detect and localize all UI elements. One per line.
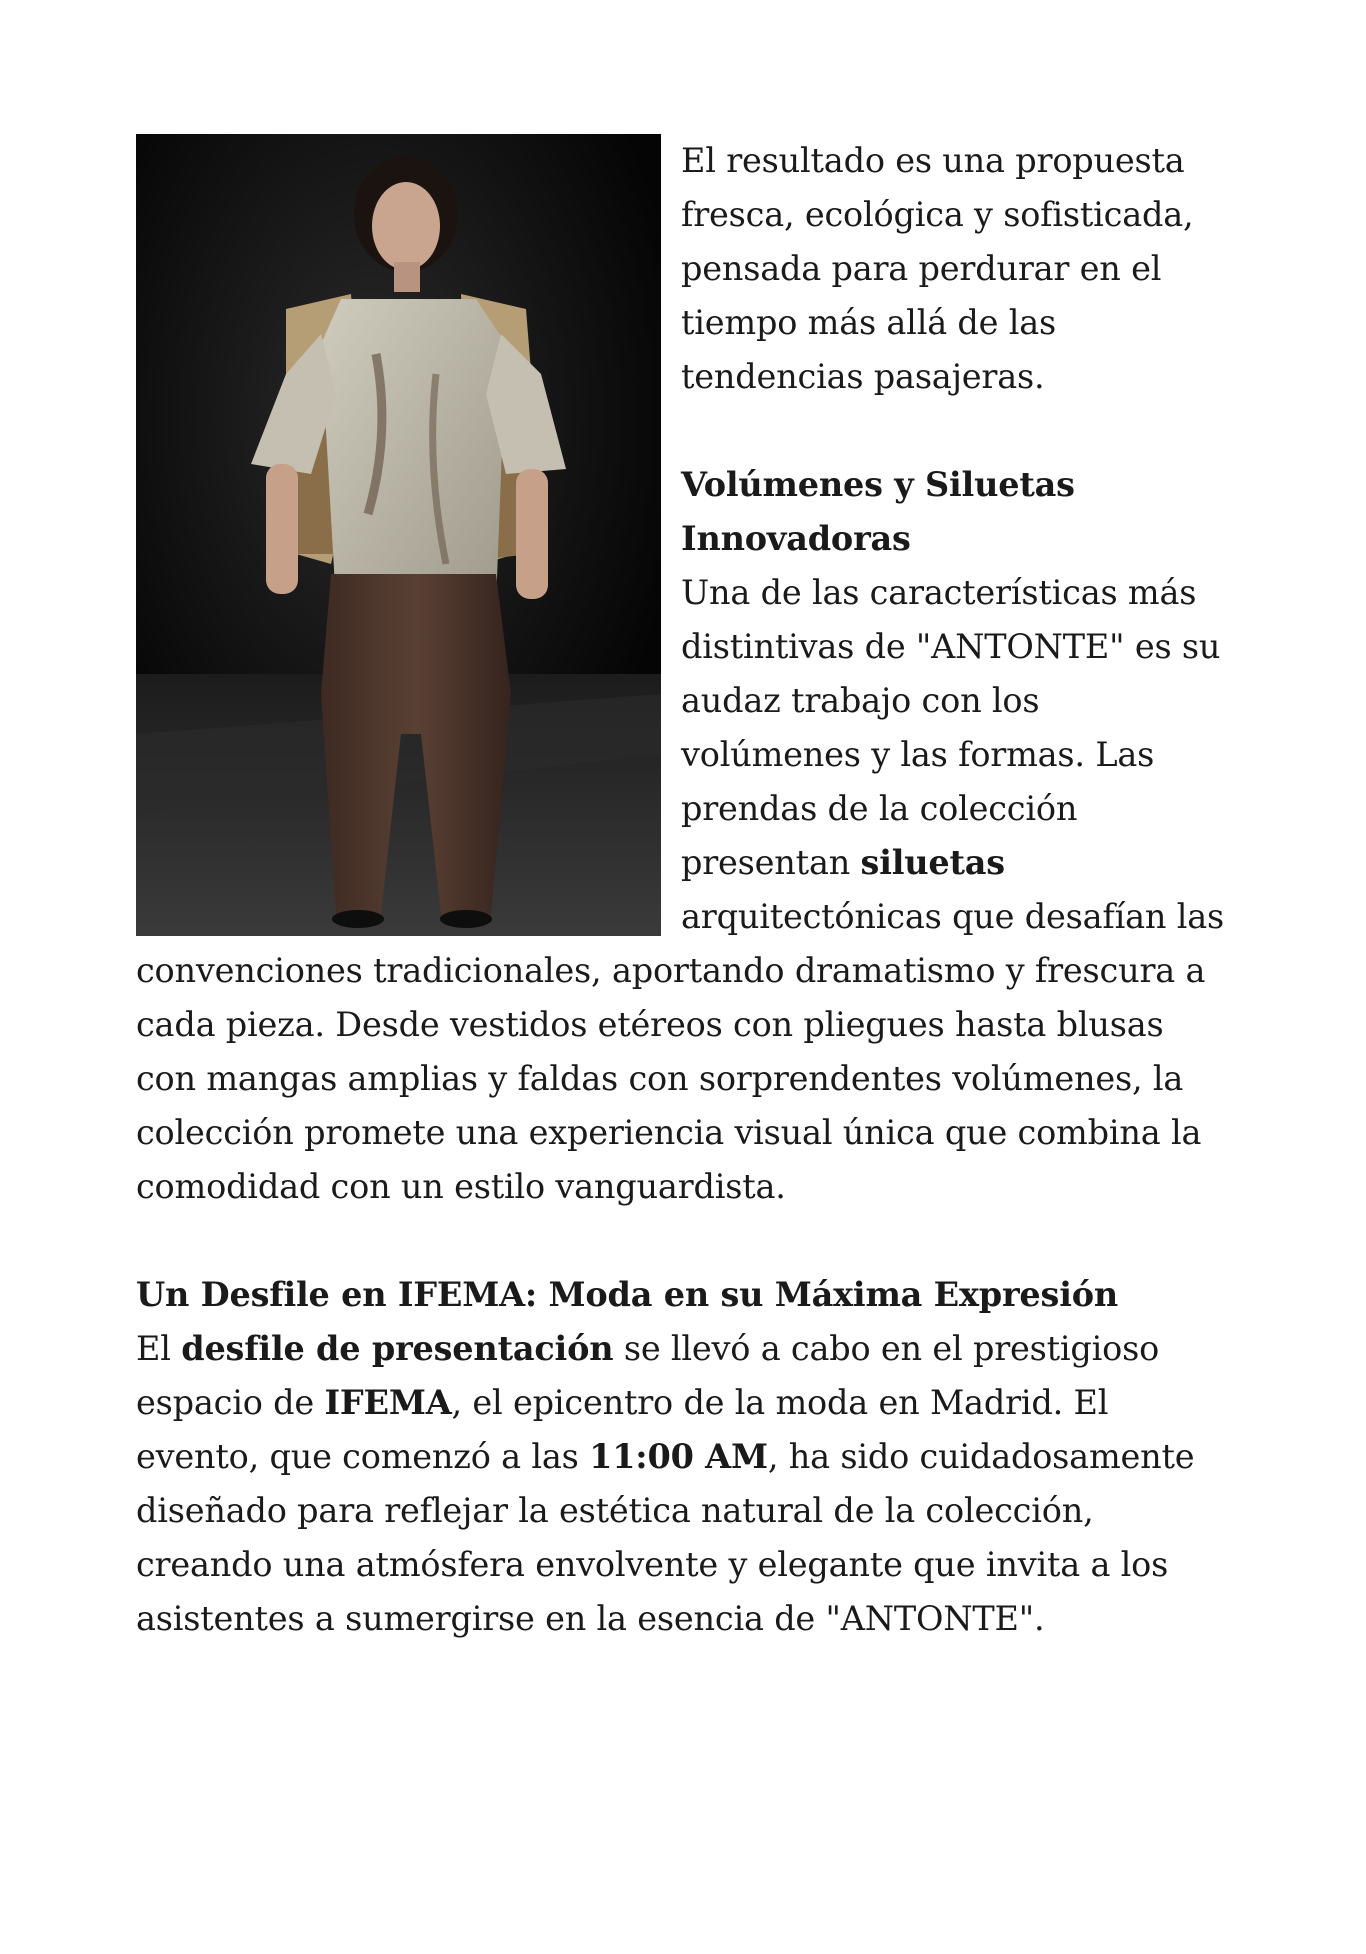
section2-text-3: , el epicentro de la moda en Madrid. El evento, que comenzó a las [136,1383,1109,1476]
runway-photo [136,134,661,936]
section2-bold-ifema: IFEMA [324,1383,452,1422]
document-page [136,134,1226,1646]
section2-bold-desfile: desfile de presentación [181,1329,614,1368]
section2-text-1: El [136,1329,182,1368]
section1-bold-siluetas: siluetas [860,843,1005,882]
paragraph-spacer [136,1214,1226,1268]
runway-model-image [136,134,661,936]
section2-text-4: , ha sido cuidadosamente diseñado para reflejar la estética natural de la colección, creando una atmósfera envolvente y elegante que invita a los asistentes a sumergirse en la esencia de "ANTONTE". [136,1437,1195,1638]
section1-text-a: Una de las características más distintivas de "ANTONTE" es su audaz trabajo con los volúmenes y las formas. Las prendas de la colección presentan [681,573,1221,882]
section1-text-b: arquitectónicas que desafían las convenciones tradicionales, aportando dramatismo y frescura a cada pieza. Desde vestidos etéreos con pliegues hasta blusas con mangas amplias y faldas con sorprendentes volúmenes, la colección promete una experiencia visual única que combina la comodidad con un estilo vanguardista. [136,897,1224,1206]
section-title-volumenes: Volúmenes y Siluetas Innovadoras [681,465,1075,558]
section2-text-2: se llevó a cabo en el prestigioso espacio de [136,1329,1160,1422]
section-paragraph-desfile [136,1322,1226,1646]
intro-paragraph: El resultado es una propuesta fresca, ecológica y sofisticada, pensada para perdurar en el tiempo más allá de las tendencias pasajeras. [681,141,1194,396]
section-title-desfile: Un Desfile en IFEMA: Moda en su Máxima Expresión [136,1275,1119,1314]
section2-bold-time: 11:00 AM [589,1437,768,1476]
